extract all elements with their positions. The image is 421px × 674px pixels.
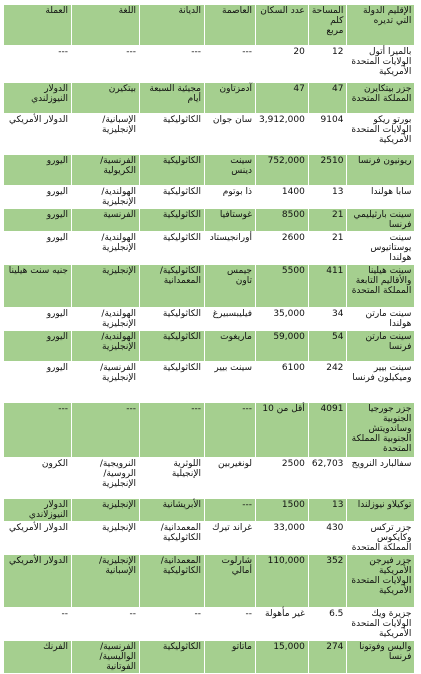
cell-region: سينت يوستاتيوس هولندا bbox=[347, 232, 415, 265]
cell-capital: سينت بيير bbox=[205, 362, 256, 403]
cell-capital: سان جوان bbox=[205, 114, 256, 155]
cell-population: 33,000 bbox=[256, 522, 309, 555]
cell-population: 752,000 bbox=[256, 155, 309, 186]
cell-currency: الدولار الأمريكي bbox=[4, 555, 72, 608]
cell-region: سينت مارتن هولندا bbox=[347, 308, 415, 331]
cell-area: 12 bbox=[308, 46, 347, 83]
cell-region: سينت هيلينا والأقاليم التابعة المملكة المتحدة bbox=[347, 265, 415, 308]
cell-religion: الكاثوليكية bbox=[140, 331, 205, 362]
cell-area: 352 bbox=[308, 555, 347, 608]
cell-capital: أورانجيستاد bbox=[205, 232, 256, 265]
cell-religion: --- bbox=[140, 46, 205, 83]
cell-language: الإنجليزية bbox=[72, 265, 140, 308]
cell-area: 430 bbox=[308, 522, 347, 555]
cell-capital: --- bbox=[205, 46, 256, 83]
cell-population: 3,912,000 bbox=[256, 114, 309, 155]
table-row bbox=[4, 114, 415, 155]
cell-area: 242 bbox=[308, 362, 347, 403]
cell-area: 34 bbox=[308, 308, 347, 331]
cell-religion: الكاثوليكية bbox=[140, 308, 205, 331]
cell-region: سابا هولندا bbox=[347, 186, 415, 209]
cell-capital: غوستافيا bbox=[205, 209, 256, 232]
cell-area: 13 bbox=[308, 186, 347, 209]
cell-currency: اليورو bbox=[4, 331, 72, 362]
cell-religion: الكاثوليكية bbox=[140, 155, 205, 186]
cell-region: جزر فيرجن الأمريكية الولايات المتحدة الأمريكية bbox=[347, 555, 415, 608]
cell-capital: شارلوت أمالي bbox=[205, 555, 256, 608]
cell-language: النرويجية/ الروسية/ الإنجليزية bbox=[72, 458, 140, 499]
cell-language: الفرنسية/ الواليسية/ الفوتانية bbox=[72, 641, 140, 674]
header-region: الإقليم الدولة التي تديره bbox=[347, 5, 415, 46]
cell-area: 2510 bbox=[308, 155, 347, 186]
cell-region: جزر بيتكايرن المملكة المتحدة bbox=[347, 83, 415, 114]
cell-capital: آدمزتاون bbox=[205, 83, 256, 114]
cell-capital: ماريغوت bbox=[205, 331, 256, 362]
cell-capital: ماتاتو bbox=[205, 641, 256, 674]
cell-region: بالميرا أتول الولايات المتحدة الأمريكية bbox=[347, 46, 415, 83]
cell-region: ريونيون فرنسا bbox=[347, 155, 415, 186]
cell-religion: الكاثوليكية bbox=[140, 362, 205, 403]
table-row bbox=[4, 641, 415, 674]
cell-language: الإسبانية/ الإنجليزية bbox=[72, 114, 140, 155]
cell-language: --- bbox=[72, 403, 140, 458]
cell-capital: جيمس تاون bbox=[205, 265, 256, 308]
table-row bbox=[4, 499, 415, 522]
header-religion: الديانة bbox=[140, 5, 205, 46]
header-currency: العملة bbox=[4, 5, 72, 46]
cell-area: 21 bbox=[308, 232, 347, 265]
cell-currency: اليورو bbox=[4, 308, 72, 331]
cell-capital: سينت دينس bbox=[205, 155, 256, 186]
cell-religion: الكاثوليكية bbox=[140, 209, 205, 232]
cell-religion: الكاثوليكية bbox=[140, 232, 205, 265]
cell-religion: -- bbox=[140, 608, 205, 641]
cell-population: 1400 bbox=[256, 186, 309, 209]
cell-region: سينت مارتن فرنسا bbox=[347, 331, 415, 362]
cell-currency: --- bbox=[4, 46, 72, 83]
cell-population: 6100 bbox=[256, 362, 309, 403]
cell-population: 5500 bbox=[256, 265, 309, 308]
cell-population: 47 bbox=[256, 83, 309, 114]
header-language: اللغة bbox=[72, 5, 140, 46]
cell-language: --- bbox=[72, 46, 140, 83]
territories-table bbox=[3, 4, 415, 674]
cell-currency: اليورو bbox=[4, 209, 72, 232]
cell-population: 15,000 bbox=[256, 641, 309, 674]
cell-area: 274 bbox=[308, 641, 347, 674]
cell-religion: المعمدانية/ الكاثوليكية bbox=[140, 522, 205, 555]
cell-area: 9104 bbox=[308, 114, 347, 155]
table-row bbox=[4, 186, 415, 209]
cell-language: الهولندية/ الإنجليزية bbox=[72, 331, 140, 362]
cell-region: توكيلاو نيوزلندا bbox=[347, 499, 415, 522]
cell-capital: -- bbox=[205, 608, 256, 641]
cell-population: 20 bbox=[256, 46, 309, 83]
table-row bbox=[4, 209, 415, 232]
cell-religion: --- bbox=[140, 403, 205, 458]
cell-population: أقل من 10 bbox=[256, 403, 309, 458]
cell-language: الفرنسية/ الكريولية bbox=[72, 155, 140, 186]
cell-religion: اللوثرية الإنجيلية bbox=[140, 458, 205, 499]
header-population: عدد السكان bbox=[256, 5, 309, 46]
cell-region: جزر جورجيا الجنوبية وساندويتش الجنوبية المملكة المتحدة bbox=[347, 403, 415, 458]
cell-currency: الدولار الأمريكي bbox=[4, 522, 72, 555]
cell-area: 6.5 bbox=[308, 608, 347, 641]
cell-currency: اليورو bbox=[4, 362, 72, 403]
cell-capital: --- bbox=[205, 403, 256, 458]
table-row bbox=[4, 555, 415, 608]
cell-language: الفرنسية/ الإنجليزية bbox=[72, 362, 140, 403]
cell-region: بورتو ريكو الولايات المتحدة الأمريكية bbox=[347, 114, 415, 155]
cell-currency: الدولار الأمريكي bbox=[4, 114, 72, 155]
header-area: المساحة كلم مربع bbox=[308, 5, 347, 46]
cell-religion: الكاثوليكية bbox=[140, 186, 205, 209]
cell-currency: اليورو bbox=[4, 232, 72, 265]
cell-area: 13 bbox=[308, 499, 347, 522]
cell-religion: المعمدانية/ الكاثوليكية bbox=[140, 555, 205, 608]
cell-language: الإنجليزية/ الإسبانية bbox=[72, 555, 140, 608]
cell-population: 59,000 bbox=[256, 331, 309, 362]
cell-area: 47 bbox=[308, 83, 347, 114]
table-row bbox=[4, 155, 415, 186]
cell-population: غير مأهولة bbox=[256, 608, 309, 641]
cell-population: 2600 bbox=[256, 232, 309, 265]
table-row bbox=[4, 331, 415, 362]
cell-language: الهولندية/ الإنجليزية bbox=[72, 308, 140, 331]
cell-area: 21 bbox=[308, 209, 347, 232]
table-row bbox=[4, 308, 415, 331]
table-row bbox=[4, 522, 415, 555]
table-row bbox=[4, 362, 415, 403]
cell-religion: الكاثوليكية bbox=[140, 114, 205, 155]
cell-region: واليس وفوتونا فرنسا bbox=[347, 641, 415, 674]
cell-language: الإنجليزية bbox=[72, 522, 140, 555]
table-row bbox=[4, 46, 415, 83]
cell-region: سينت بيير وميكيلون فرنسا bbox=[347, 362, 415, 403]
cell-area: 4091 bbox=[308, 403, 347, 458]
cell-capital: ذا بوتوم bbox=[205, 186, 256, 209]
cell-currency: الفرنك bbox=[4, 641, 72, 674]
cell-language: الهولندية/ الإنجليزية bbox=[72, 186, 140, 209]
cell-currency: اليورو bbox=[4, 155, 72, 186]
header-capital: العاصمة bbox=[205, 5, 256, 46]
cell-region: سفالبارد النرويج bbox=[347, 458, 415, 499]
cell-population: 35,000 bbox=[256, 308, 309, 331]
table-row bbox=[4, 83, 415, 114]
cell-capital: --- bbox=[205, 499, 256, 522]
cell-language: بيتكيرن bbox=[72, 83, 140, 114]
cell-currency: الدولار النيوزلاندي bbox=[4, 499, 72, 522]
cell-religion: الكاثوليكية bbox=[140, 641, 205, 674]
cell-capital: لونغيربين bbox=[205, 458, 256, 499]
cell-region: سينت بارثيليمي فرنسا bbox=[347, 209, 415, 232]
cell-population: 110,000 bbox=[256, 555, 309, 608]
cell-currency: جنيه سنت هيلينا bbox=[4, 265, 72, 308]
cell-language: الهولندية/ الإنجليزية bbox=[72, 232, 140, 265]
cell-language: -- bbox=[72, 608, 140, 641]
table-row bbox=[4, 265, 415, 308]
table-row bbox=[4, 608, 415, 641]
cell-currency: --- bbox=[4, 403, 72, 458]
cell-language: الفرنسية bbox=[72, 209, 140, 232]
cell-region: جزر تركس وكايكوس المملكة المتحدة bbox=[347, 522, 415, 555]
cell-capital: فيليبسبيرغ bbox=[205, 308, 256, 331]
table-row bbox=[4, 403, 415, 458]
cell-religion: الأبريشانية bbox=[140, 499, 205, 522]
table-row bbox=[4, 232, 415, 265]
cell-currency: الدولار النيوزلندي bbox=[4, 83, 72, 114]
cell-religion: الكاثوليكية/ المعمدانية bbox=[140, 265, 205, 308]
cell-area: 62,703 bbox=[308, 458, 347, 499]
cell-language: الإنجليزية bbox=[72, 499, 140, 522]
cell-population: 8500 bbox=[256, 209, 309, 232]
cell-region: جزيرة ويك الولايات المتحدة الأمريكية bbox=[347, 608, 415, 641]
cell-area: 411 bbox=[308, 265, 347, 308]
cell-population: 1500 bbox=[256, 499, 309, 522]
cell-population: 2500 bbox=[256, 458, 309, 499]
cell-currency: اليورو bbox=[4, 186, 72, 209]
cell-currency: الكرون bbox=[4, 458, 72, 499]
header-row bbox=[4, 5, 415, 46]
cell-capital: غراند تيرك bbox=[205, 522, 256, 555]
cell-area: 54 bbox=[308, 331, 347, 362]
cell-currency: -- bbox=[4, 608, 72, 641]
cell-religion: مجيئية السبعة أيام bbox=[140, 83, 205, 114]
table-row bbox=[4, 458, 415, 499]
